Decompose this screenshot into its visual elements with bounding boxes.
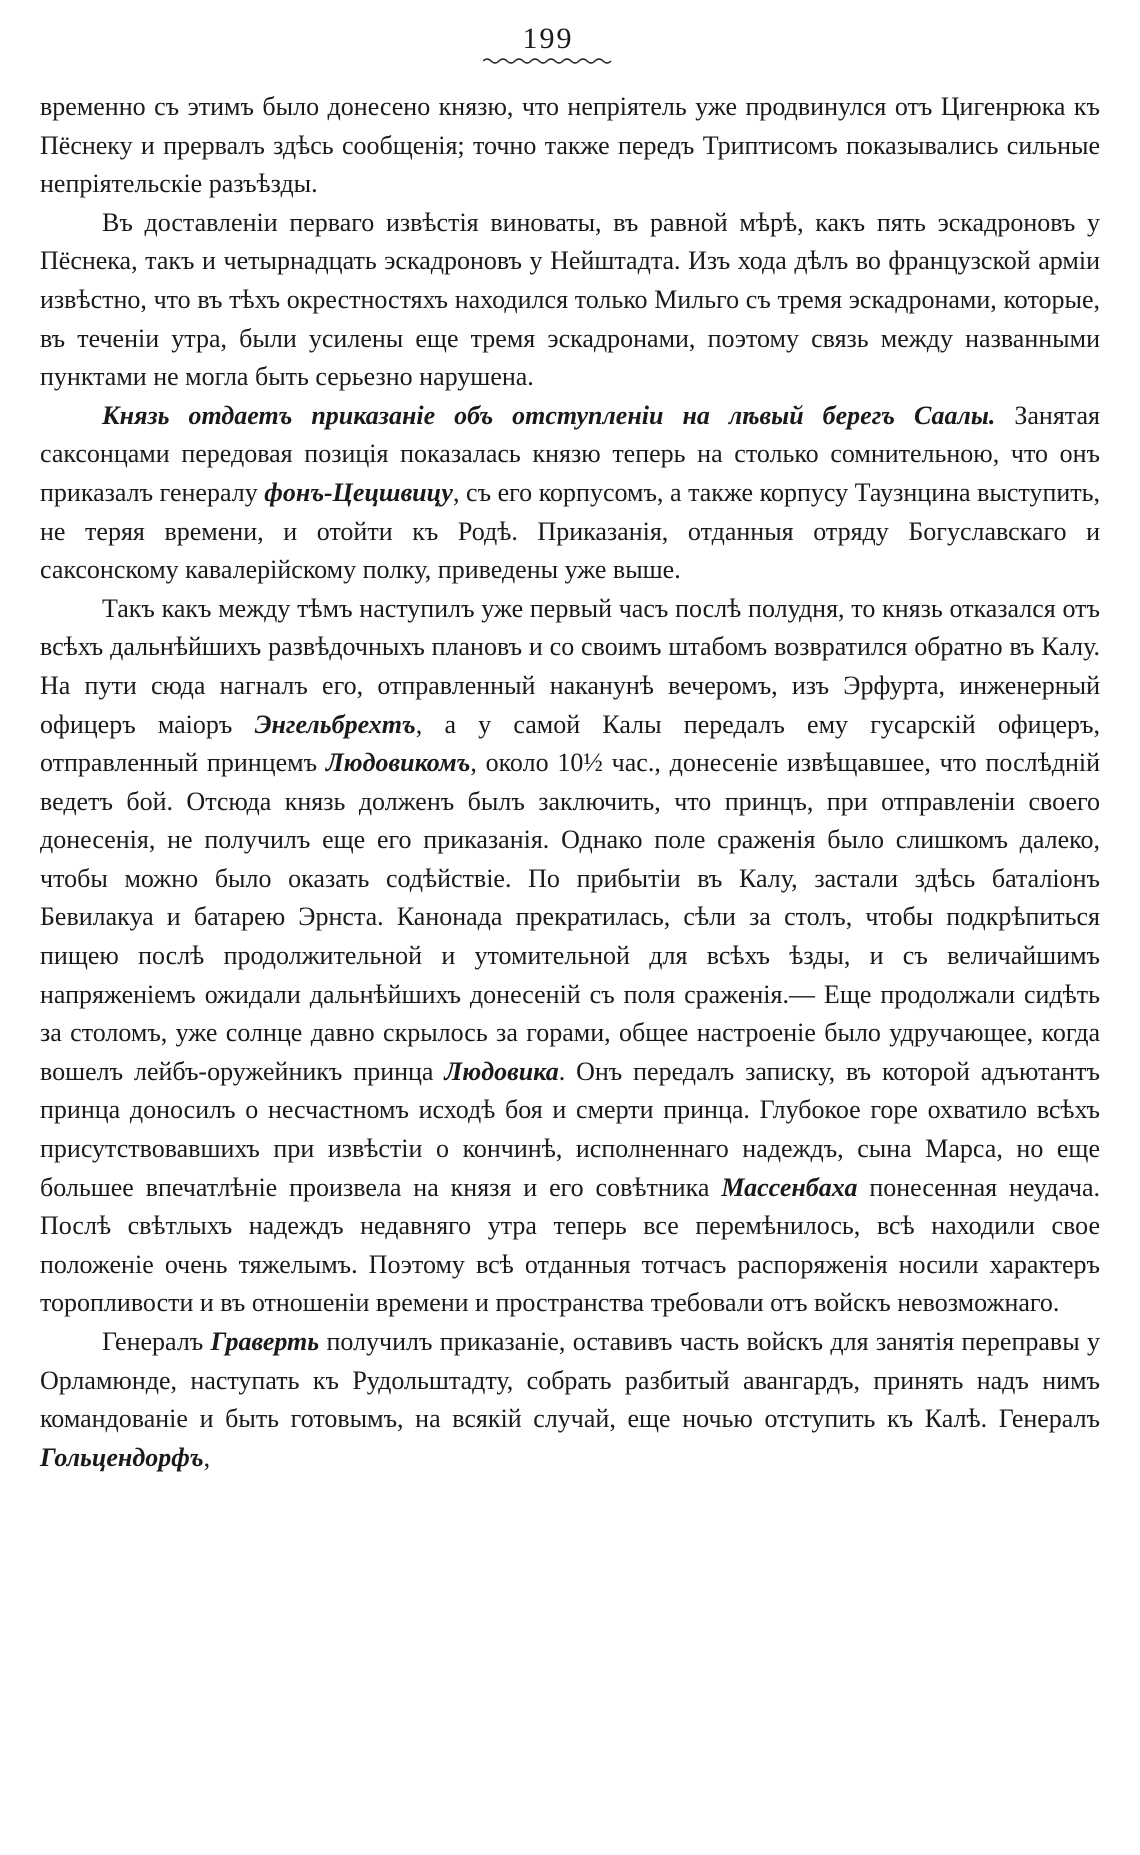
text-run: , а у самой Калы передалъ ему гусарскій офицеръ, отправленный принцемъ xyxy=(40,709,1100,778)
person-name-italic: Граверть xyxy=(210,1327,320,1356)
text-run: , около 10½ час., донесеніе извѣщавшее, что послѣдній ведетъ бой. Отсюда князь долженъ былъ заключить, что принцъ, при отправленіи своего донесенія, не получилъ еще его приказанія. Однако поле сраженія было слишкомъ далеко, чтобы можно было оказать содѣйствіе. По прибытіи въ Калу, застали здѣсь баталіонъ Бевилакуа и батарею Эрнста. Канонада прекратилась, сѣли за столъ, чтобы подкрѣпиться пищею послѣ продолжительной и утомительной для всѣхъ ѣзды, и съ величайшимъ напряженіемъ ожидали дальнѣйшихъ донесеній съ поля сраженія.— Еще продолжали сидѣть за столомъ, уже солнце давно скрылось за горами, общее настроеніе было удручающее, когда вошелъ лейбъ-оружейникъ принца xyxy=(40,748,1100,1086)
page-header xyxy=(0,22,1100,88)
text-run: понесенная неудача. Послѣ свѣтлыхъ надеждъ недавняго утра теперь все перемѣнилось, всѣ находили свое положеніе очень тяжелымъ. Поэтому всѣ отданныя тотчасъ распоряженія носили характеръ торопливости и въ отношеніи времени и пространства требовали отъ войскъ невозможнаго. xyxy=(40,1172,1100,1318)
paragraph-2 xyxy=(40,204,1100,397)
text-run: Въ доставленіи перваго извѣстія виноваты, въ равной мѣрѣ, какъ пять эскадроновъ у Пёснека, такъ и четырнадцать эскадроновъ у Нейштадта. Изъ хода дѣлъ во французской арміи извѣстно, что въ тѣхъ окрестностяхъ находился только Мильго съ тремя эскадронами, которые, въ теченіи утра, были усилены еще тремя эскадронами, поэтому связь между названными пунктами не могла быть серьезно нарушена. xyxy=(40,207,1100,392)
paragraph-4 xyxy=(40,590,1100,1323)
page-number: 199 xyxy=(522,22,574,55)
text-run: , xyxy=(203,1442,211,1472)
text-run: Генералъ xyxy=(102,1327,211,1356)
text-run: Такъ какъ между тѣмъ наступилъ уже первый часъ послѣ полудня, то князь отказался отъ всѣхъ дальнѣйшихъ развѣдочныхъ плановъ и со своимъ штабомъ возвратился обратно въ Калу. На пути сюда нагналъ его, отправленный наканунѣ вечеромъ, изъ Эрфурта, инженерный офицеръ маіоръ xyxy=(40,593,1100,739)
text-run: . Онъ передалъ записку, въ которой адъютантъ принца доносилъ о несчастномъ исходѣ боя и смерти принца. Глубокое горе охватило всѣхъ присутствовавшихъ при извѣстіи о кончинѣ, исполненнаго надеждъ, сына Марса, но еще большее впечатлѣніе произвела на князя и его совѣтника xyxy=(40,1056,1100,1202)
paragraph-3 xyxy=(40,397,1100,590)
wavy-underline-ornament xyxy=(483,56,613,66)
person-name-italic: Массенбаха xyxy=(721,1172,858,1202)
section-heading-inline: Князь отдаетъ приказаніе объ отступленіи на лѣвый берегъ Саалы. xyxy=(102,400,996,430)
paragraph-5 xyxy=(40,1323,1100,1477)
person-name-italic: фонъ-Цецшвицу xyxy=(264,477,453,507)
text-run: Занятая саксонцами передовая позиція показалась князю теперь на столько сомнительною, что онъ приказалъ генералу xyxy=(40,400,1100,507)
main-text xyxy=(40,88,1100,1477)
person-name-italic: Гольцендорфъ xyxy=(40,1442,204,1472)
paragraph-1 xyxy=(40,88,1100,204)
text-run: получилъ приказаніе, оставивъ часть войскъ для занятія переправы у Орламюнде, наступать къ Рудольштадту, собрать разбитый авангардъ, принять надъ нимъ командованіе и быть готовымъ, на всякій случай, еще ночью отступить къ Калѣ. Генералъ xyxy=(40,1327,1101,1434)
person-name-italic: Энгельбрехтъ xyxy=(254,709,416,739)
text-run: временно съ этимъ было донесено князю, что непріятель уже продвинулся отъ Цигенрюка къ Пёснеку и прервалъ здѣсь сообщенія; точно также передъ Триптисомъ показывались сильные непріятельскіе разъѣзды. xyxy=(40,92,1100,199)
text-run: , съ его корпусомъ, а также корпусу Таузнцина выступить, не теряя времени, и отойти къ Родѣ. Приказанія, отданныя отряду Богуславскаго и саксонскому кавалерійскому полку, приведены уже выше. xyxy=(40,477,1101,585)
person-name-italic: Людовика xyxy=(444,1056,559,1086)
book-page xyxy=(40,22,1100,1477)
person-name-italic: Людовикомъ xyxy=(325,748,471,778)
